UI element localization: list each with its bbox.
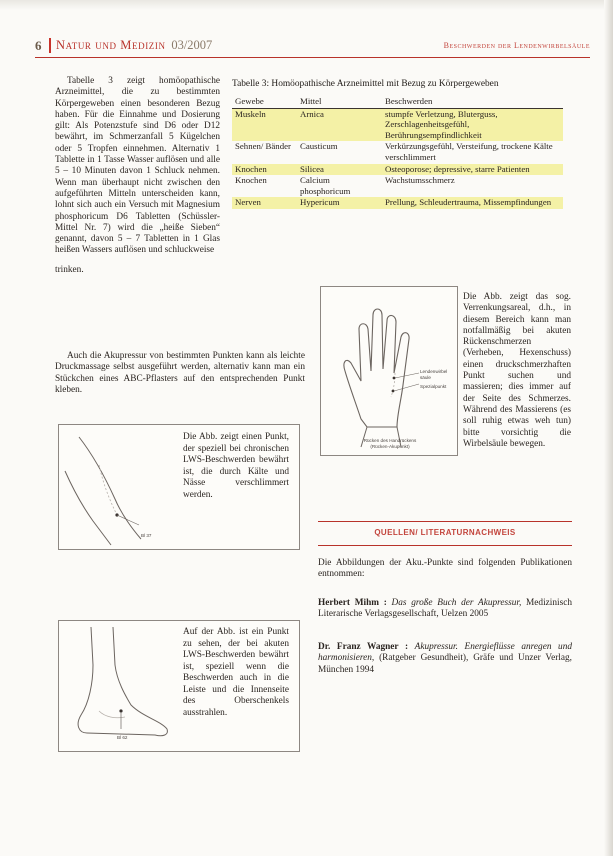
source-item (318, 642, 572, 676)
table-row (232, 175, 563, 197)
hand-label-2: säule (420, 375, 431, 380)
hand-figure (320, 286, 458, 456)
section-title: Beschwerden der Lendenwirbelsäule (443, 41, 590, 50)
table-cell: Knochen (232, 164, 297, 176)
table-cell: stumpfe Verletzung, Bluterguss, Zerschlagenheitsgefühl, Berührungsempfindlichkeit (382, 108, 563, 141)
table-cell: Calcium phosphoricum (300, 175, 351, 196)
source-title: Das große Buch der Akupressur, (391, 598, 522, 608)
magazine-issue: 03/2007 (171, 38, 213, 52)
foot-drawing (59, 621, 177, 751)
table-cell: Nerven (232, 197, 297, 209)
source-publisher: Medizinisch Literarische Verlagsgesellschaft, Uelzen 2005 (318, 598, 572, 620)
leg-point-label: Bl 37 (141, 533, 152, 538)
intro-paragraph-continued (55, 265, 305, 276)
foot-point-label: Bl 62 (117, 735, 128, 740)
header-divider (49, 38, 51, 53)
magazine-name: Natur und Medizin (56, 38, 166, 52)
sources-top-rule (318, 521, 572, 522)
table-header-cell: Mittel (297, 95, 382, 108)
hand-caption-2: (Rücken-Akupunkt) (370, 444, 410, 449)
intro-paragraph (55, 76, 220, 257)
sources-rule (318, 545, 572, 546)
hand-label-3: Spezialpunkt (420, 384, 447, 389)
table-cell: Silicea (297, 164, 382, 176)
leg-drawing (59, 425, 171, 547)
table-row (232, 108, 563, 141)
foot-figure (58, 620, 300, 752)
table-cell: Verkürzungsgefühl, Versteifung, trockene Kälte verschlimmert (385, 141, 553, 162)
table-row (232, 197, 563, 209)
hand-text-part1: Die Abb. zeigt das sog. Verrenkungsareal, d.h., in diesem Bereich kann man notfallmäßig bei akuten Rückenschmerzen (Verheben, Hexenschuss) einen druckschmerzhaften Punkt suchen und massieren; dies immer auf der Seite des Schmerzes. Während des Massierens (es soll ruhig etwas weh tun) bitte vorsichtig die Wirbelsäule bewegen. (463, 292, 571, 449)
scan-edge-top (0, 0, 613, 10)
table-header-row (232, 95, 563, 108)
table-row (232, 164, 563, 176)
source-author: Herbert Mihm : (318, 598, 387, 608)
source-item (318, 598, 572, 621)
source-title: Akupressur. Energieflüsse anregen und harmonisieren, (318, 642, 572, 664)
table-cell: Wachstumsschmerz (385, 175, 455, 186)
table-row (232, 141, 563, 163)
intro-text-part2: trinken. (55, 265, 84, 275)
table-header-cell: Beschwerden (382, 95, 563, 108)
hand-text (463, 292, 571, 450)
source-publisher: (Ratgeber Gesundheit), Gräfe und Unzer Verlag, München 1994 (318, 653, 572, 675)
sources-intro: Die Abbildungen der Aku.-Punkte sind folgenden Publikationen entnommen: (318, 558, 572, 580)
page-number: 6 (35, 38, 42, 53)
magazine-title (56, 38, 212, 53)
homeopathy-table (232, 95, 563, 209)
sources-title: QUELLEN/ LITERATURNACHWEIS (374, 528, 516, 537)
table-cell: Osteoporose; depressive, starre Patienten (382, 164, 563, 176)
table-caption: Tabelle 3: Homöopathische Arzneimittel mit Bezug zu Körpergeweben (232, 79, 499, 89)
source-author: Dr. Franz Wagner : (318, 642, 409, 652)
page-header (35, 36, 590, 56)
table-cell: Arnica (297, 108, 382, 141)
foot-text: Auf der Abb. ist ein Punkt zu sehen, der bei akuten LWS-Beschwerden bewährt ist, speziell wenn die Beschwerden auch in die Leiste und die Innenseite des Oberschenkels ausstrahlen. (183, 627, 289, 718)
table-cell: Sehnen/ Bänder (235, 141, 291, 152)
hand-label-1: Lendenwirbel (420, 369, 448, 374)
leg-text: Die Abb. zeigt einen Punkt, der speziell bei chronischen LWS-Beschwerden bewährt ist, die durch Kälte und Nässe verschlimmert werden. (183, 432, 289, 500)
table-cell: Hypericum (297, 197, 382, 209)
table-header-cell: Gewebe (232, 95, 297, 108)
table-cell: Knochen (235, 175, 267, 186)
table-cell: Prellung, Schleudertrauma, Missempfindungen (382, 197, 563, 209)
leg-figure (58, 424, 300, 550)
table-cell: Causticum (300, 141, 338, 152)
akupressur-paragraph: Auch die Akupressur von bestimmten Punkten kann als leichte Druckmassage selbst ausgeführt werden, alternativ kann man ein Stückchen eines ABC-Pflasters auf den entsprechenden Punkt kleben. (55, 351, 305, 395)
table-cell: Muskeln (232, 108, 297, 141)
intro-text-part1: Tabelle 3 zeigt homöopathische Arzneimittel, die zu bestimmten Körpergeweben einen besonderen Bezug haben. Für die Einnahme und Dosierung gilt: Als Potenzstufe sind D6 oder D12 bewährt, im Schmerzanfall 5 Kügelchen oder 5 Tropfen einnehmen. Alternativ 1 Tablette in 1 Tasse Wasser auflösen und alle 5 – 10 Minuten davon 1 Schluck nehmen. Wenn man überhaupt nicht zwischen den aufgeführten Mitteln unterscheiden kann, lohnt sich auch ein Versuch mit Magnesium phosphoricum D6 Tabletten (Schüssler-Mittel Nr. 7) wird die „heiße Sieben“ genannt, davon 5 – 7 Tabletten in 1 Glas heißen Wassers auflösen und schluckweise (55, 76, 220, 256)
hand-caption-1: Rücken des Handrückens (363, 438, 417, 443)
header-rule (35, 57, 590, 58)
scan-edge-right (604, 0, 613, 856)
